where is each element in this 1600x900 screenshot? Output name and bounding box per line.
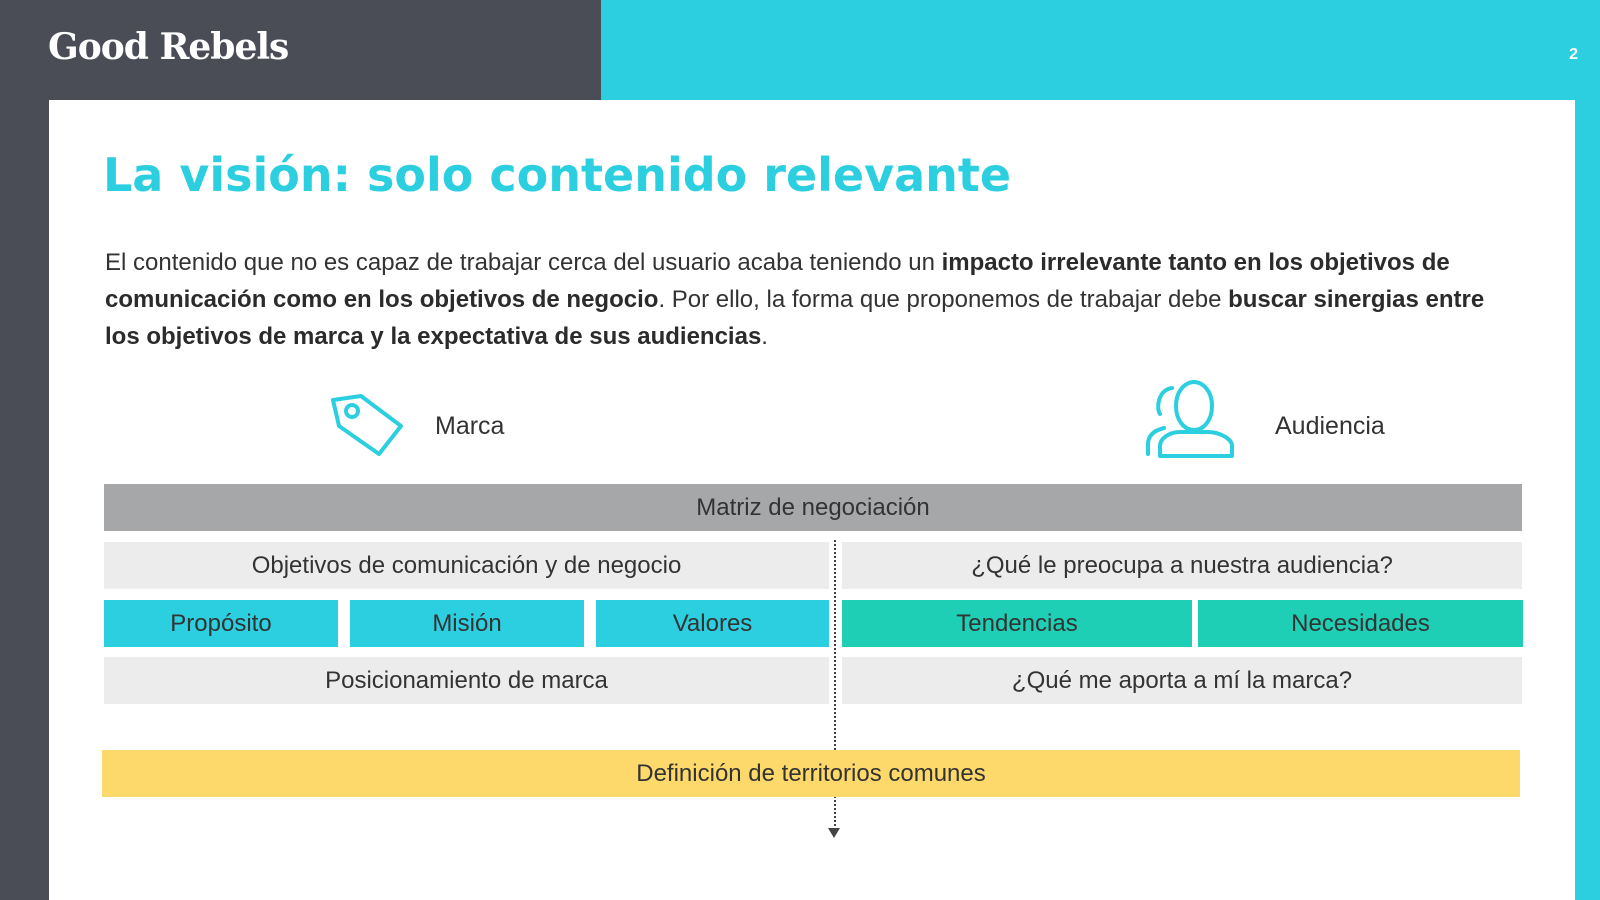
mission-box: Misión [350,600,584,647]
down-arrow-icon [828,828,840,838]
intro-text-2: . Por ello, la forma que proponemos de trabajar debe [658,286,1229,313]
audience-label: Audiencia [1275,412,1385,440]
result-box: Definición de territorios comunes [102,750,1520,797]
intro-text-3: . [761,323,768,350]
left-bottom-box: Posicionamiento de marca [104,657,829,704]
right-bottom-box: ¿Qué me aporta a mí la marca? [842,657,1522,704]
intro-bold-1: impacto irrelevante tanto en los objetivos de comunicación como en los objetivos de negocio [105,249,1450,313]
page-number: 2 [1569,46,1578,63]
slide-title: La visión: solo contenido relevante [103,148,1012,202]
brand-label: Marca [435,412,505,440]
purpose-box: Propósito [104,600,338,647]
intro-paragraph [105,244,1525,355]
slide-card [49,100,1575,900]
intro-text-1: El contenido que no es capaz de trabajar cerca del usuario acaba teniendo un [105,249,942,276]
right-top-box: ¿Qué le preocupa a nuestra audiencia? [842,542,1522,589]
trends-box: Tendencias [842,600,1192,647]
left-top-box: Objetivos de comunicación y de negocio [104,542,829,589]
price-tag-icon [329,392,407,462]
values-box: Valores [596,600,829,647]
needs-box: Necesidades [1198,600,1523,647]
matrix-header: Matriz de negociación [104,484,1522,531]
good-rebels-logo: Good Rebels [48,26,289,68]
audience-icon [1146,380,1238,458]
intro-bold-2: buscar sinergias entre los objetivos de marca y la expectativa de sus audiencias [105,286,1485,350]
